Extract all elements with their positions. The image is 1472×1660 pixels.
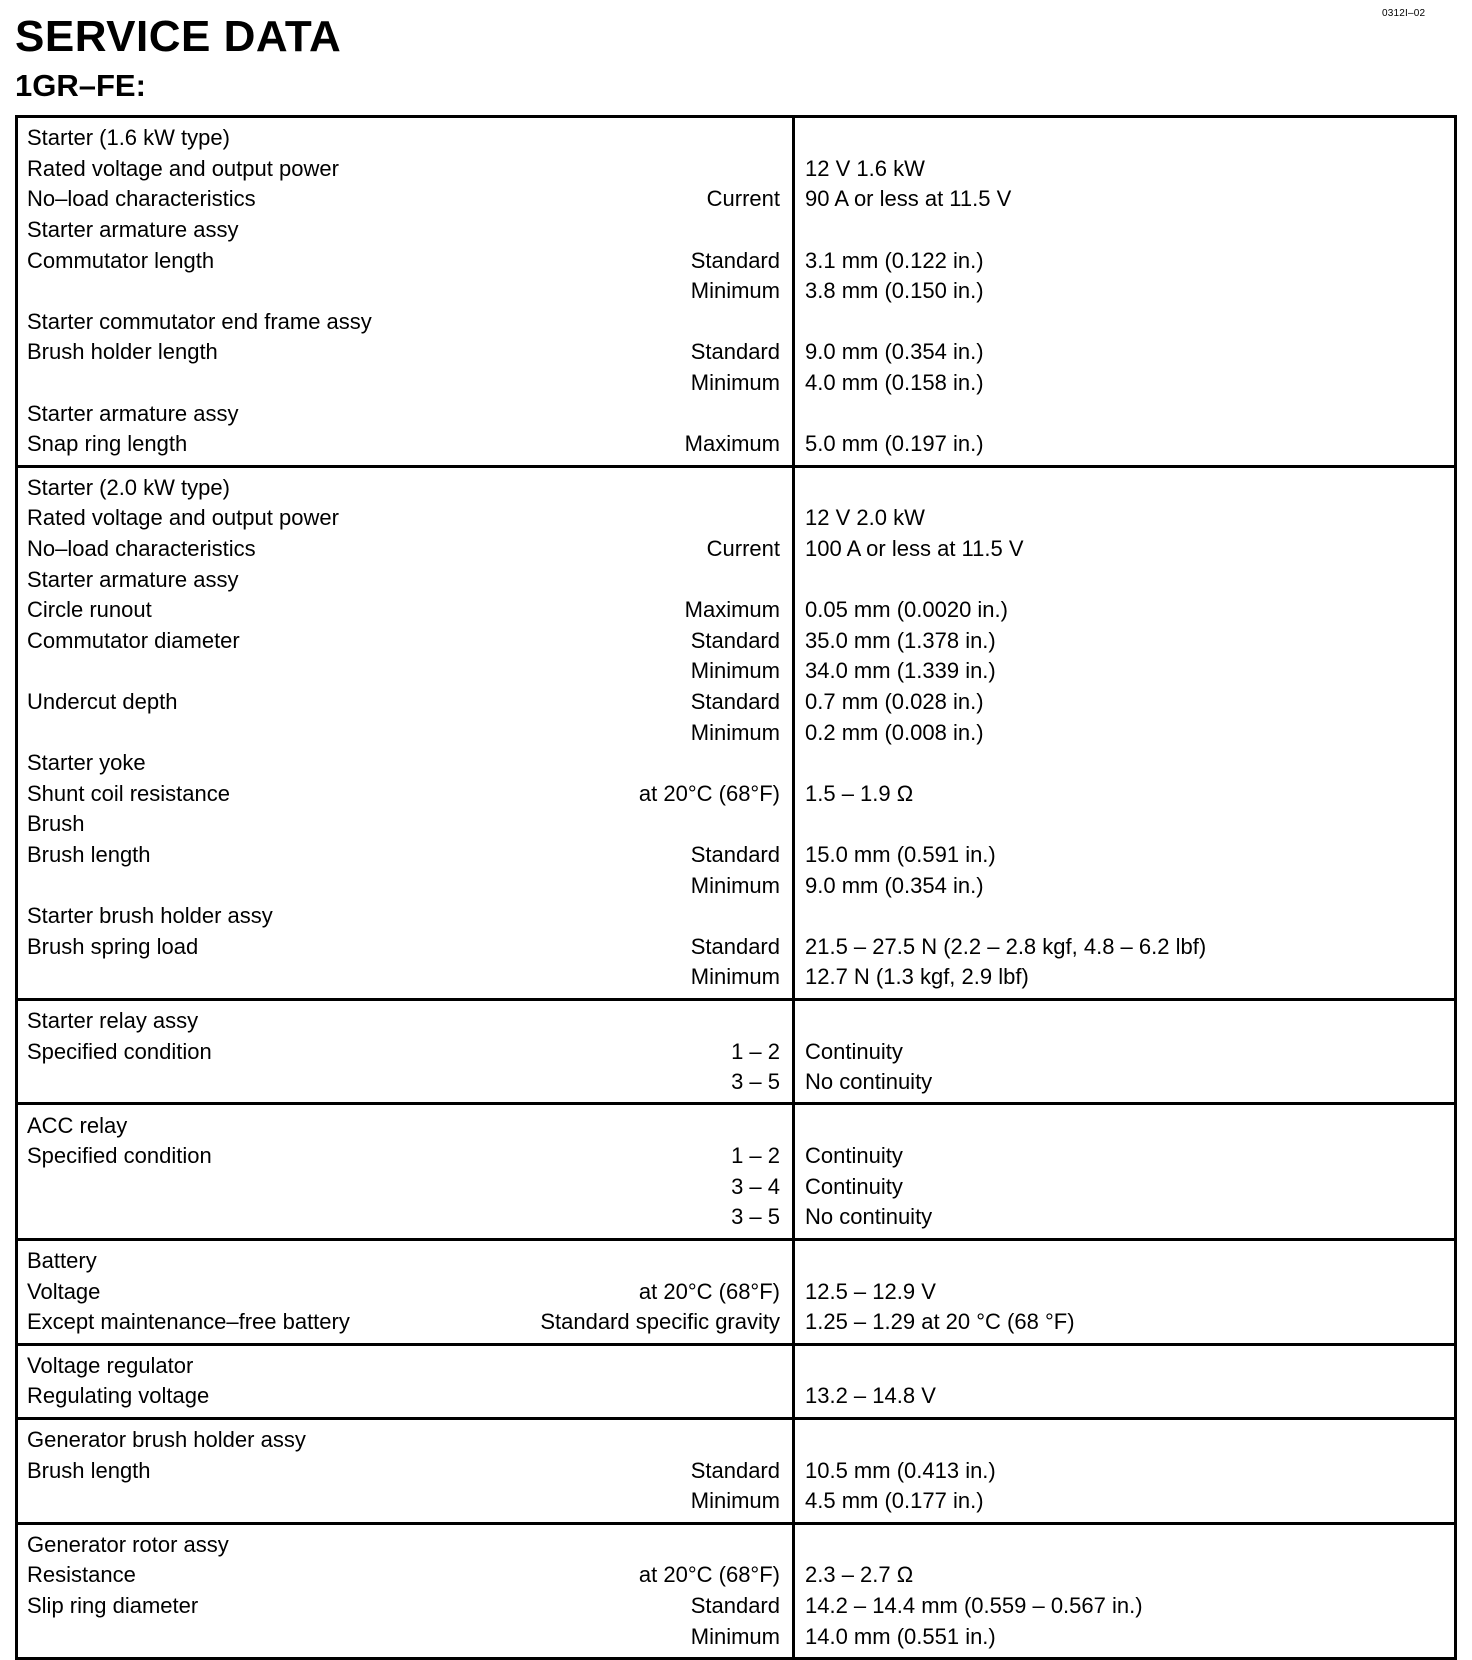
spec-row [27,564,780,595]
spec-condition: Standard [690,627,780,653]
spec-section [18,465,1454,998]
spec-value-column [795,118,1454,465]
spec-label: Starter yoke [27,750,146,776]
spec-value: Continuity [805,1038,903,1064]
spec-row [805,534,1444,565]
spec-label: Voltage regulator [27,1352,194,1378]
spec-condition: Minimum [690,278,780,304]
spec-row [805,1202,1444,1233]
spec-value-column [795,468,1454,998]
spec-label: Commutator diameter [27,627,240,653]
spec-left-column [18,1525,795,1657]
spec-row [805,368,1444,399]
spec-row [805,398,1444,429]
spec-row [27,534,780,565]
spec-value: 15.0 mm (0.591 in.) [805,841,996,867]
spec-row [27,473,780,504]
spec-value: 12 V 1.6 kW [805,155,925,181]
spec-row [805,931,1444,962]
spec-row [27,1351,780,1382]
spec-label: Regulating voltage [27,1383,210,1409]
service-data-table [15,115,1457,1660]
spec-condition: Minimum [690,1488,780,1514]
spec-row [27,901,780,932]
spec-row [27,1381,780,1412]
spec-row [805,1381,1444,1412]
spec-condition: Standard [690,841,780,867]
spec-row [27,1141,780,1172]
spec-label: Slip ring diameter [27,1593,199,1619]
spec-label: No–load characteristics [27,186,256,212]
spec-label: Commutator length [27,247,215,273]
spec-row [27,1067,780,1098]
spec-row [805,276,1444,307]
spec-value: 3.1 mm (0.122 in.) [805,247,984,273]
spec-condition: Standard specific gravity [540,1309,780,1335]
spec-label: Starter armature assy [27,566,239,592]
spec-condition: Minimum [690,370,780,396]
spec-section [18,1522,1454,1657]
spec-label: Generator brush holder assy [27,1427,306,1453]
spec-row [27,717,780,748]
spec-row [27,337,780,368]
spec-condition: Standard [690,1457,780,1483]
spec-left-column [18,1420,795,1522]
spec-value-column [795,1105,1454,1237]
spec-condition: 1 – 2 [731,1143,780,1169]
spec-label: Circle runout [27,597,152,623]
spec-row [27,1006,780,1037]
spec-row [27,809,780,840]
spec-value: 90 A or less at 11.5 V [805,186,1012,212]
spec-row [805,595,1444,626]
spec-row [805,1486,1444,1517]
spec-label: Snap ring length [27,431,188,457]
spec-value-column [795,1001,1454,1103]
spec-row [805,184,1444,215]
spec-value: 1.25 – 1.29 at 20 °C (68 °F) [805,1309,1075,1335]
spec-value: 0.05 mm (0.0020 in.) [805,597,1008,623]
spec-left-column [18,1241,795,1343]
spec-row [27,1110,780,1141]
spec-row [27,123,780,154]
spec-condition: Maximum [684,597,780,623]
spec-value: 12.7 N (1.3 kgf, 2.9 lbf) [805,964,1029,990]
spec-row [27,307,780,338]
spec-label: Generator rotor assy [27,1531,229,1557]
spec-label: Voltage [27,1278,101,1304]
spec-left-column [18,1001,795,1103]
spec-row [27,1307,780,1338]
spec-row [805,1110,1444,1141]
spec-row [805,1530,1444,1561]
spec-row [805,778,1444,809]
engine-heading: 1GR–FE: [15,68,146,103]
spec-label: Starter commutator end frame assy [27,308,372,334]
spec-row [805,1036,1444,1067]
document-code: 0312I–02 [1382,8,1426,19]
spec-label: Undercut depth [27,688,178,714]
spec-condition: Minimum [690,719,780,745]
spec-label: Battery [27,1248,97,1274]
spec-value: 21.5 – 27.5 N (2.2 – 2.8 kgf, 4.8 – 6.2 lbf) [805,933,1207,959]
spec-condition: at 20°C (68°F) [638,780,780,806]
spec-condition: 3 – 5 [731,1204,780,1230]
spec-condition: Minimum [690,658,780,684]
spec-value-column [795,1525,1454,1657]
spec-label: Except maintenance–free battery [27,1309,350,1335]
spec-condition: Standard [690,1593,780,1619]
spec-row [27,1455,780,1486]
spec-row [27,1276,780,1307]
spec-row [805,154,1444,185]
spec-row [805,1307,1444,1338]
spec-row [27,215,780,246]
spec-condition: Current [706,186,780,212]
spec-label: Brush length [27,841,151,867]
spec-row [27,1560,780,1591]
spec-left-column [18,1346,795,1417]
spec-row [805,870,1444,901]
spec-row [805,503,1444,534]
spec-row [27,626,780,657]
spec-row [805,1067,1444,1098]
spec-row [805,1172,1444,1203]
spec-row [805,307,1444,338]
spec-row [27,1425,780,1456]
spec-label: Brush [27,811,85,837]
spec-section [18,1417,1454,1522]
page-title: SERVICE DATA [15,12,342,61]
spec-label: No–load characteristics [27,536,256,562]
spec-row [27,1202,780,1233]
spec-row [805,901,1444,932]
spec-label: Starter armature assy [27,217,239,243]
spec-row [27,687,780,718]
spec-value: Continuity [805,1143,903,1169]
spec-value: 10.5 mm (0.413 in.) [805,1457,996,1483]
spec-section [18,1102,1454,1237]
spec-row [27,245,780,276]
spec-label: Resistance [27,1562,136,1588]
spec-row [27,656,780,687]
spec-row [805,1351,1444,1382]
spec-value: 35.0 mm (1.378 in.) [805,627,996,653]
spec-row [27,778,780,809]
spec-row [27,748,780,779]
spec-row [805,840,1444,871]
spec-condition: 3 – 4 [731,1173,780,1199]
spec-row [805,245,1444,276]
spec-value: Continuity [805,1173,903,1199]
spec-label: Shunt coil resistance [27,780,230,806]
spec-value: 0.2 mm (0.008 in.) [805,719,984,745]
spec-label: Specified condition [27,1143,212,1169]
spec-left-column [18,1105,795,1237]
spec-condition: Maximum [684,431,780,457]
spec-row [805,473,1444,504]
spec-row [27,368,780,399]
spec-row [805,656,1444,687]
spec-condition: Standard [690,247,780,273]
spec-row [27,870,780,901]
spec-value: 13.2 – 14.8 V [805,1383,936,1409]
spec-label: Specified condition [27,1038,212,1064]
spec-row [805,1455,1444,1486]
spec-row [805,215,1444,246]
spec-row [27,595,780,626]
spec-condition: Standard [690,339,780,365]
spec-label: Starter armature assy [27,400,239,426]
spec-value: 14.0 mm (0.551 in.) [805,1623,996,1649]
spec-row [805,429,1444,460]
spec-condition: Minimum [690,964,780,990]
spec-label: ACC relay [27,1112,128,1138]
spec-section [18,1343,1454,1417]
spec-condition: at 20°C (68°F) [638,1562,780,1588]
spec-label: Rated voltage and output power [27,505,339,531]
spec-row [27,1246,780,1277]
spec-row [805,337,1444,368]
spec-condition: Minimum [690,1623,780,1649]
spec-value: 2.3 – 2.7 Ω [805,1562,914,1588]
spec-label: Brush holder length [27,339,218,365]
spec-label: Rated voltage and output power [27,155,339,181]
spec-section [18,998,1454,1103]
spec-condition: at 20°C (68°F) [638,1278,780,1304]
spec-row [27,184,780,215]
spec-section [18,1238,1454,1343]
spec-condition: Standard [690,933,780,959]
spec-row [27,840,780,871]
spec-row [805,717,1444,748]
spec-value: 12.5 – 12.9 V [805,1278,936,1304]
spec-label: Starter (2.0 kW type) [27,474,230,500]
spec-value: 5.0 mm (0.197 in.) [805,431,984,457]
spec-row [27,1591,780,1622]
spec-value: 12 V 2.0 kW [805,505,925,531]
spec-row [805,748,1444,779]
spec-row [805,687,1444,718]
spec-value: 14.2 – 14.4 mm (0.559 – 0.567 in.) [805,1593,1143,1619]
spec-row [805,1141,1444,1172]
spec-row [27,276,780,307]
spec-label: Brush spring load [27,933,199,959]
spec-row [27,1621,780,1652]
spec-row [805,564,1444,595]
spec-condition: 3 – 5 [731,1069,780,1095]
spec-value: 100 A or less at 11.5 V [805,536,1024,562]
spec-value: 1.5 – 1.9 Ω [805,780,914,806]
spec-row [27,398,780,429]
spec-label: Starter brush holder assy [27,903,273,929]
spec-value: 9.0 mm (0.354 in.) [805,872,984,898]
spec-value: 9.0 mm (0.354 in.) [805,339,984,365]
spec-value: 34.0 mm (1.339 in.) [805,658,996,684]
spec-value: No continuity [805,1204,933,1230]
spec-label: Starter relay assy [27,1007,199,1033]
spec-row [805,1006,1444,1037]
spec-row [27,1530,780,1561]
spec-row [805,809,1444,840]
spec-label: Starter (1.6 kW type) [27,125,230,151]
spec-value: 0.7 mm (0.028 in.) [805,688,984,714]
spec-row [27,503,780,534]
spec-condition: Standard [690,688,780,714]
spec-section [18,118,1454,465]
spec-condition: Current [706,536,780,562]
spec-left-column [18,468,795,998]
spec-row [805,1621,1444,1652]
spec-row [805,962,1444,993]
spec-row [805,1560,1444,1591]
spec-row [805,1425,1444,1456]
spec-condition: Minimum [690,872,780,898]
spec-row [27,962,780,993]
spec-row [805,626,1444,657]
spec-left-column [18,118,795,465]
spec-row [805,123,1444,154]
spec-row [805,1276,1444,1307]
spec-row [27,1172,780,1203]
spec-row [27,931,780,962]
spec-condition: 1 – 2 [731,1038,780,1064]
spec-row [805,1591,1444,1622]
spec-value-column [795,1241,1454,1343]
spec-row [27,154,780,185]
spec-row [805,1246,1444,1277]
spec-value: 4.5 mm (0.177 in.) [805,1488,984,1514]
spec-value: 4.0 mm (0.158 in.) [805,370,984,396]
spec-row [27,1036,780,1067]
spec-value-column [795,1420,1454,1522]
spec-row [27,1486,780,1517]
spec-value: No continuity [805,1069,933,1095]
spec-value-column [795,1346,1454,1417]
spec-value: 3.8 mm (0.150 in.) [805,278,984,304]
spec-row [27,429,780,460]
spec-label: Brush length [27,1457,151,1483]
